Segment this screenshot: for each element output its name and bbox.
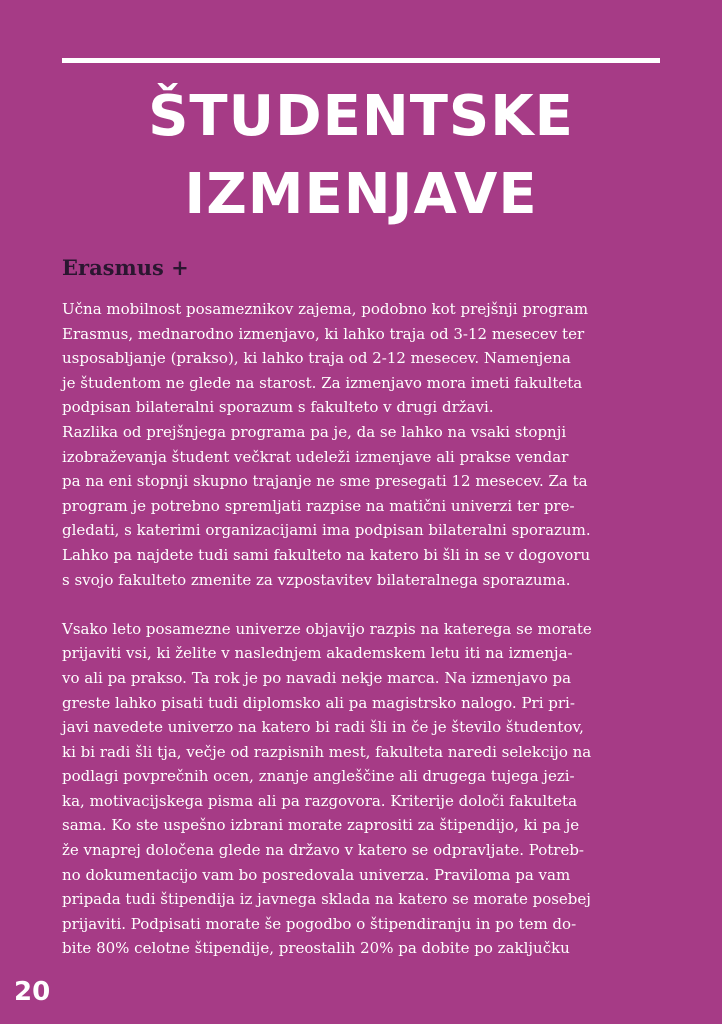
text-line: ka, motivacijskega pisma ali pa razgovora. Kriterije določi fakulteta xyxy=(62,791,578,810)
text-line: že vnaprej določena glede na državo v katero se odpravljate. Potreb- xyxy=(62,841,584,860)
section-heading: Erasmus + xyxy=(62,255,189,280)
text-line: s svojo fakulteto zmenite za vzpostavitev bilateralnega sporazuma. xyxy=(62,570,571,589)
page-title xyxy=(62,78,660,234)
text-line: Vsako leto posamezne univerze objavijo razpis na katerega se morate xyxy=(62,619,592,638)
text-line: je študentom ne glede na starost. Za izmenjavo mora imeti fakulteta xyxy=(62,373,583,392)
text-line: no dokumentacijo vam bo posredovala univerza. Praviloma pa vam xyxy=(62,865,571,884)
paragraph-1 xyxy=(62,297,660,592)
text-line: podlagi povprečnih ocen, znanje angleščine ali drugega tujega jezi- xyxy=(62,767,575,786)
text-line: bite 80% celotne štipendije, preostalih 20% pa dobite po zaključku xyxy=(62,939,570,958)
text-line: Razlika od prejšnjega programa pa je, da se lahko na vsaki stopnji xyxy=(62,422,567,441)
text-line: prijaviti vsi, ki želite v naslednjem akademskem letu iti na izmenja- xyxy=(62,644,573,663)
page-title-line-2: IZMENJAVE xyxy=(184,162,538,227)
text-line: program je potrebno spremljati razpise na matični univerzi ter pre- xyxy=(62,496,575,515)
text-line: Lahko pa najdete tudi sami fakulteto na katero bi šli in se v dogovoru xyxy=(62,545,591,564)
text-line: podpisan bilateralni sporazum s fakulteto v drugi državi. xyxy=(62,398,494,417)
text-line: javi navedete univerzo na katero bi radi šli in če je število študentov, xyxy=(62,718,584,737)
text-line: Erasmus, mednarodno izmenjavo, ki lahko traja od 3-12 mesecev ter xyxy=(62,324,585,343)
paragraph-gap xyxy=(62,592,660,617)
page-number: 20 xyxy=(14,977,51,1007)
text-line: prijaviti. Podpisati morate še pogodbo o štipendiranju in po tem do- xyxy=(62,914,577,933)
text-line: izobraževanja študent večkrat udeleži izmenjave ali prakse vendar xyxy=(62,447,569,466)
text-line: greste lahko pisati tudi diplomsko ali pa magistrsko nalogo. Pri pri- xyxy=(62,693,575,712)
page-title-line-1: ŠTUDENTSKE xyxy=(148,84,574,149)
text-line: gledati, s katerimi organizacijami ima podpisan bilateralni sporazum. xyxy=(62,521,591,540)
paragraph-2 xyxy=(62,617,660,961)
top-divider xyxy=(62,58,660,63)
text-line: vo ali pa prakso. Ta rok je po navadi nekje marca. Na izmenjavo pa xyxy=(62,668,572,687)
text-line: pa na eni stopnji skupno trajanje ne sme presegati 12 mesecev. Za ta xyxy=(62,472,588,491)
text-line: usposabljanje (prakso), ki lahko traja od 2-12 mesecev. Namenjena xyxy=(62,349,571,368)
text-line: Učna mobilnost posameznikov zajema, podobno kot prejšnji program xyxy=(62,300,589,318)
text-line: ki bi radi šli tja, večje od razpisnih mest, fakulteta naredi selekcijo na xyxy=(62,742,592,761)
text-line: sama. Ko ste uspešno izbrani morate zaprositi za štipendijo, ki pa je xyxy=(62,816,580,835)
article-body xyxy=(62,297,660,961)
text-line: pripada tudi štipendija iz javnega sklada na katero se morate posebej xyxy=(62,890,591,909)
